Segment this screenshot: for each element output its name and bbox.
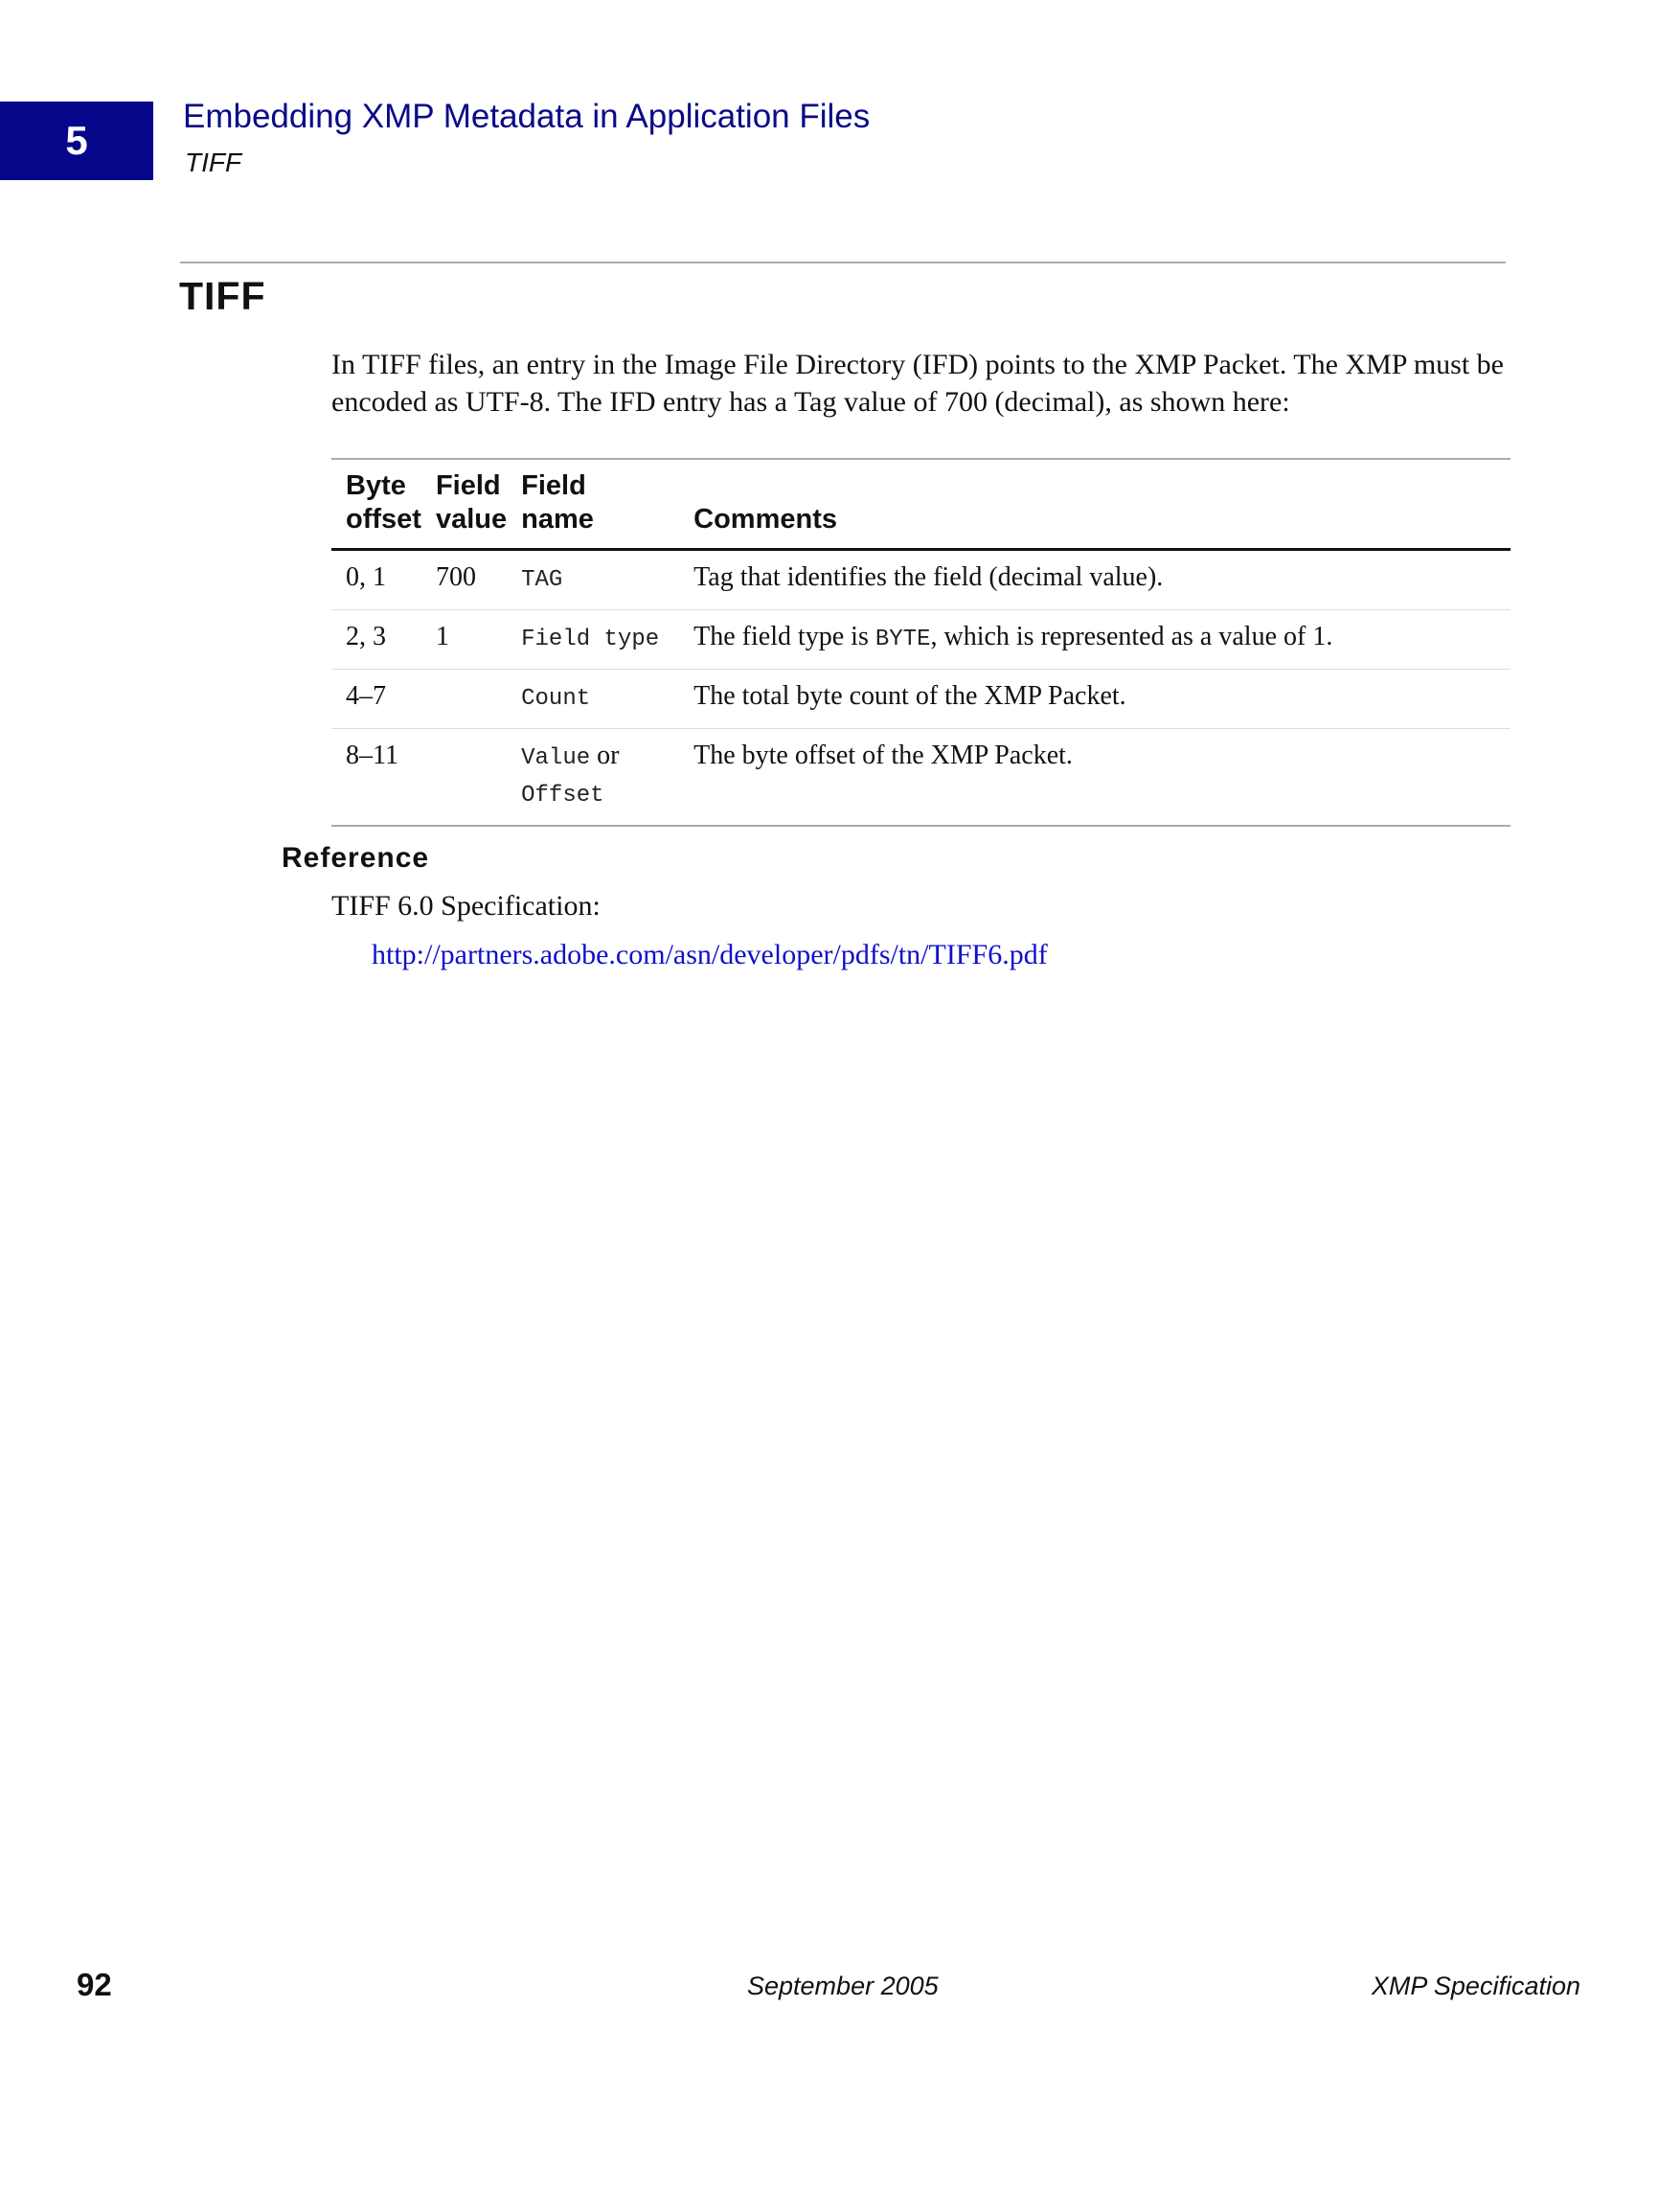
reference-text: TIFF 6.0 Specification: bbox=[331, 890, 601, 922]
footer-date: September 2005 bbox=[747, 1972, 939, 2000]
cell-name: Count bbox=[507, 670, 679, 729]
cell-offset: 2, 3 bbox=[331, 610, 421, 670]
cell-name: Field type bbox=[507, 610, 679, 670]
header-field-name: Field name bbox=[507, 459, 679, 550]
table-row bbox=[331, 610, 1510, 670]
cell-name: TAG bbox=[521, 567, 563, 593]
header-comments: Comments bbox=[679, 459, 1510, 550]
running-section-label: TIFF bbox=[185, 148, 242, 177]
cell-comment: The total byte count of the XMP Packet. bbox=[679, 670, 1510, 729]
cell-comment: The byte offset of the XMP Packet. bbox=[679, 729, 1510, 827]
chapter-title: Embedding XMP Metadata in Application Files bbox=[183, 98, 871, 135]
cell-value bbox=[421, 729, 507, 827]
reference-heading: Reference bbox=[282, 842, 430, 874]
cell-offset: 0, 1 bbox=[346, 562, 386, 592]
header-field-value: Field value bbox=[421, 459, 507, 550]
cell-comment: Tag that identifies the field (decimal value). bbox=[693, 562, 1164, 592]
table-row bbox=[331, 550, 1510, 610]
cell-value: 700 bbox=[435, 562, 476, 592]
table-row bbox=[331, 670, 1510, 729]
cell-name: Value or Offset bbox=[507, 729, 679, 827]
ifd-entry-table bbox=[331, 458, 1510, 827]
table-header-row bbox=[331, 459, 1510, 550]
cell-offset: 4–7 bbox=[331, 670, 421, 729]
cell-value bbox=[421, 670, 507, 729]
intro-paragraph: In TIFF files, an entry in the Image File Directory (IFD) points to the XMP Packet. The XMP must be encoded as UTF-8. The IFD entry has a Tag value of 700 (decimal), as shown here: bbox=[331, 349, 1504, 418]
section-title: TIFF bbox=[179, 274, 266, 318]
section-divider bbox=[180, 262, 1506, 263]
page-number: 92 bbox=[77, 1967, 112, 2002]
cell-value: 1 bbox=[421, 610, 507, 670]
table-row bbox=[331, 729, 1510, 827]
reference-link[interactable]: http://partners.adobe.com/asn/developer/pdfs/tn/TIFF6.pdf bbox=[372, 939, 1048, 970]
footer-document-title: XMP Specification bbox=[1371, 1972, 1580, 2000]
cell-offset: 8–11 bbox=[331, 729, 421, 827]
cell-comment: The field type is BYTE, which is represented as a value of 1. bbox=[679, 610, 1510, 670]
header-byte-offset: Byte offset bbox=[331, 459, 421, 550]
chapter-number-tab: 5 bbox=[0, 102, 153, 180]
